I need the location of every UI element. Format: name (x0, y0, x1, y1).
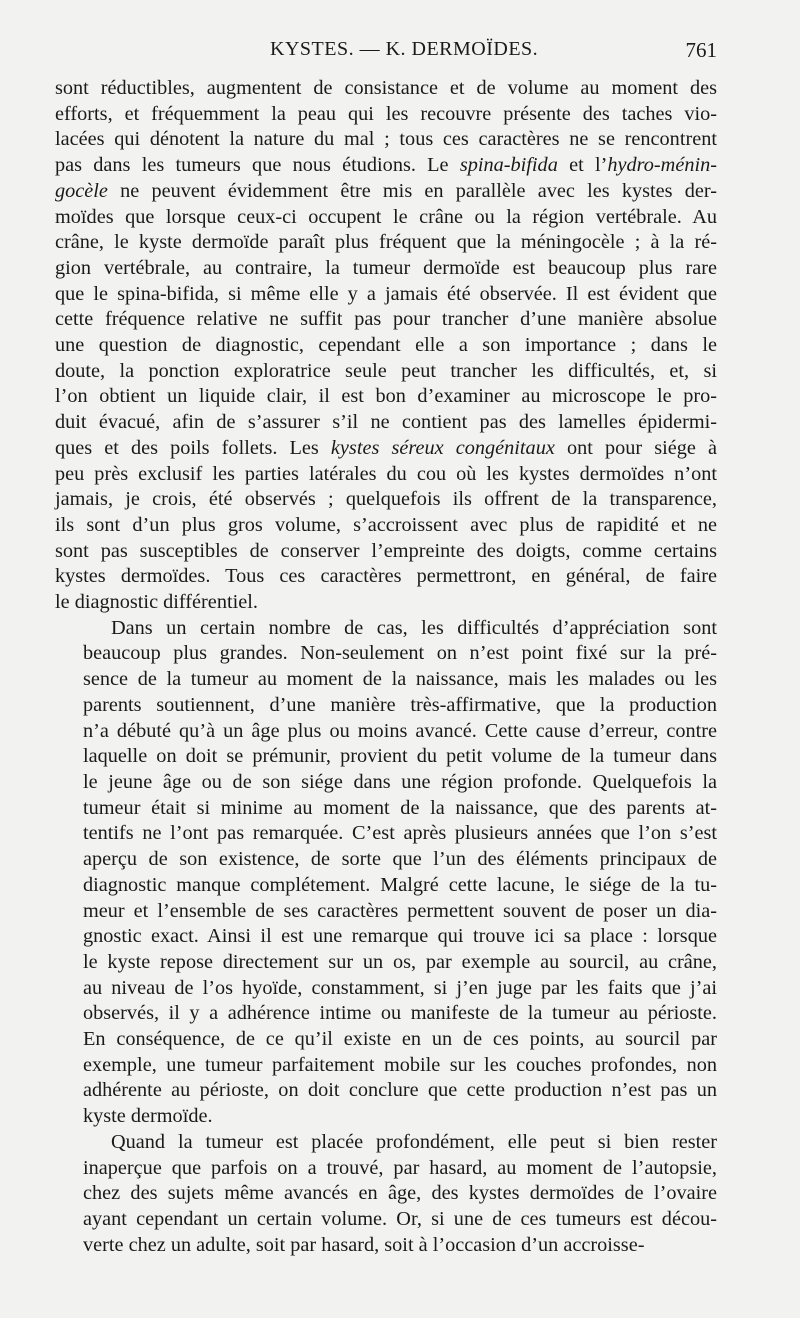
text-line: parents soutiennent, d’une manière très-affirmative, que la production (83, 693, 717, 716)
text-line: doute, la ponction exploratrice seule peut trancher les difficultés, et, si (55, 359, 717, 382)
text-line: moïdes que lorsque ceux-ci occupent le crâne ou la région vertébrale. Au (55, 205, 717, 228)
text-line: kystes dermoïdes. Tous ces caractères permettront, en général, de faire (55, 565, 717, 588)
text-line: verte chez un adulte, soit par hasard, soit à l’occasion d’un accroisse- (83, 1233, 645, 1256)
paragraph (55, 76, 717, 616)
text-line: Quand la tumeur est placée profondément, elle peut si bien rester (111, 1130, 717, 1153)
paragraph (55, 1130, 717, 1259)
text-line: ques et des poils follets. Les kystes séreux congénitaux ont pour siége à (55, 436, 717, 459)
text-line: adhérente au périoste, on doit conclure que cette production n’est pas un (83, 1079, 717, 1102)
text-line: efforts, et fréquemment la peau qui les recouvre présente des taches vio- (55, 102, 717, 125)
text-line: sence de la tumeur au moment de la naissance, mais les malades ou les (83, 668, 717, 691)
text-line: jamais, je crois, été observés ; quelquefois ils offrent de la transparence, (55, 488, 717, 511)
text-line: crâne, le kyste dermoïde paraît plus fréquent que la méningocèle ; à la ré- (55, 231, 717, 254)
text-line: meur et l’ensemble de ses caractères permettent souvent de poser un dia- (83, 899, 717, 922)
text-line: exemple, une tumeur parfaitement mobile sur les couches profondes, non (83, 1053, 717, 1076)
text-line: gion vertébrale, au contraire, la tumeur dermoïde est beaucoup plus rare (55, 256, 717, 279)
text-line: ayant cependant un certain volume. Or, si une de ces tumeurs est décou- (83, 1207, 717, 1230)
text-line: diagnostic manque complétement. Malgré cette lacune, le siége de la tu- (83, 873, 717, 896)
text-line: duit évacué, afin de s’assurer s’il ne contient pas des lamelles épidermi- (55, 411, 717, 434)
text-line: laquelle on doit se prémunir, provient du petit volume de la tumeur dans (83, 745, 717, 768)
paragraph (55, 616, 717, 1130)
page-number: 761 (685, 38, 717, 62)
text-line: sont pas susceptibles de conserver l’empreinte des doigts, comme certains (55, 539, 717, 562)
text-line: n’a débuté qu’à un âge plus ou moins avancé. Cette cause d’erreur, contre (83, 719, 717, 742)
text-line: observés, il y a adhérence intime ou manifeste de la tumeur au périoste. (83, 1002, 717, 1025)
text-line: tumeur était si minime au moment de la naissance, que des parents at- (83, 796, 717, 819)
text-line: aperçu de son existence, de sorte que l’un des éléments principaux de (83, 848, 717, 871)
text-line: ils sont d’un plus gros volume, s’accroissent avec plus de rapidité et ne (55, 513, 717, 536)
text-line: le kyste repose directement sur un os, par exemple au sourcil, au crâne, (83, 950, 717, 973)
running-head: KYSTES. — K. DERMOÏDES. (270, 38, 539, 60)
text-line: gocèle ne peuvent évidemment être mis en parallèle avec les kystes der- (55, 179, 717, 202)
text-line: au niveau de l’os hyoïde, constamment, si j’en juge par les faits que j’ai (83, 976, 717, 999)
text-line: Dans un certain nombre de cas, les difficultés d’appréciation sont (111, 616, 717, 639)
text-line: le jeune âge ou de son siége dans une région profonde. Quelquefois la (83, 770, 717, 793)
text-line: En conséquence, de ce qu’il existe en un de ces points, au sourcil par (83, 1028, 717, 1051)
text-line: peu près exclusif les parties latérales du cou où les kystes dermoïdes n’ont (55, 462, 717, 485)
text-line: que le spina-bifida, si même elle y a jamais été observée. Il est évident que (55, 282, 717, 305)
text-line: beaucoup plus grandes. Non-seulement on n’est point fixé sur la pré- (83, 642, 717, 665)
text-line: chez des sujets même avancés en âge, des kystes dermoïdes de l’ovaire (83, 1182, 717, 1205)
text-line: sont réductibles, augmentent de consistance et de volume au moment des (55, 77, 717, 99)
text-line: le diagnostic différentiel. (55, 591, 258, 614)
text-line: tentifs ne l’ont pas remarquée. C’est après plusieurs années que l’on s’est (83, 822, 717, 845)
text-line: pas dans les tumeurs que nous étudions. Le spina-bifida et l’hydro-ménin- (55, 154, 717, 177)
text-line: inaperçue que parfois on a trouvé, par hasard, au moment de l’autopsie, (83, 1156, 717, 1179)
text-line: cette fréquence relative ne suffit pas pour trancher d’une manière absolue (55, 308, 717, 331)
text-line: gnostic exact. Ainsi il est une remarque qui trouve ici sa place : lorsque (83, 925, 717, 948)
text-line: kyste dermoïde. (83, 1105, 213, 1128)
text-line: une question de diagnostic, cependant elle a son importance ; dans le (55, 334, 717, 357)
text-line: lacées qui dénotent la nature du mal ; tous ces caractères ne se rencontrent (55, 128, 717, 151)
text-line: l’on obtient un liquide clair, il est bon d’examiner au microscope le pro- (55, 385, 717, 408)
body-text (55, 76, 717, 1258)
page-header (55, 38, 717, 68)
